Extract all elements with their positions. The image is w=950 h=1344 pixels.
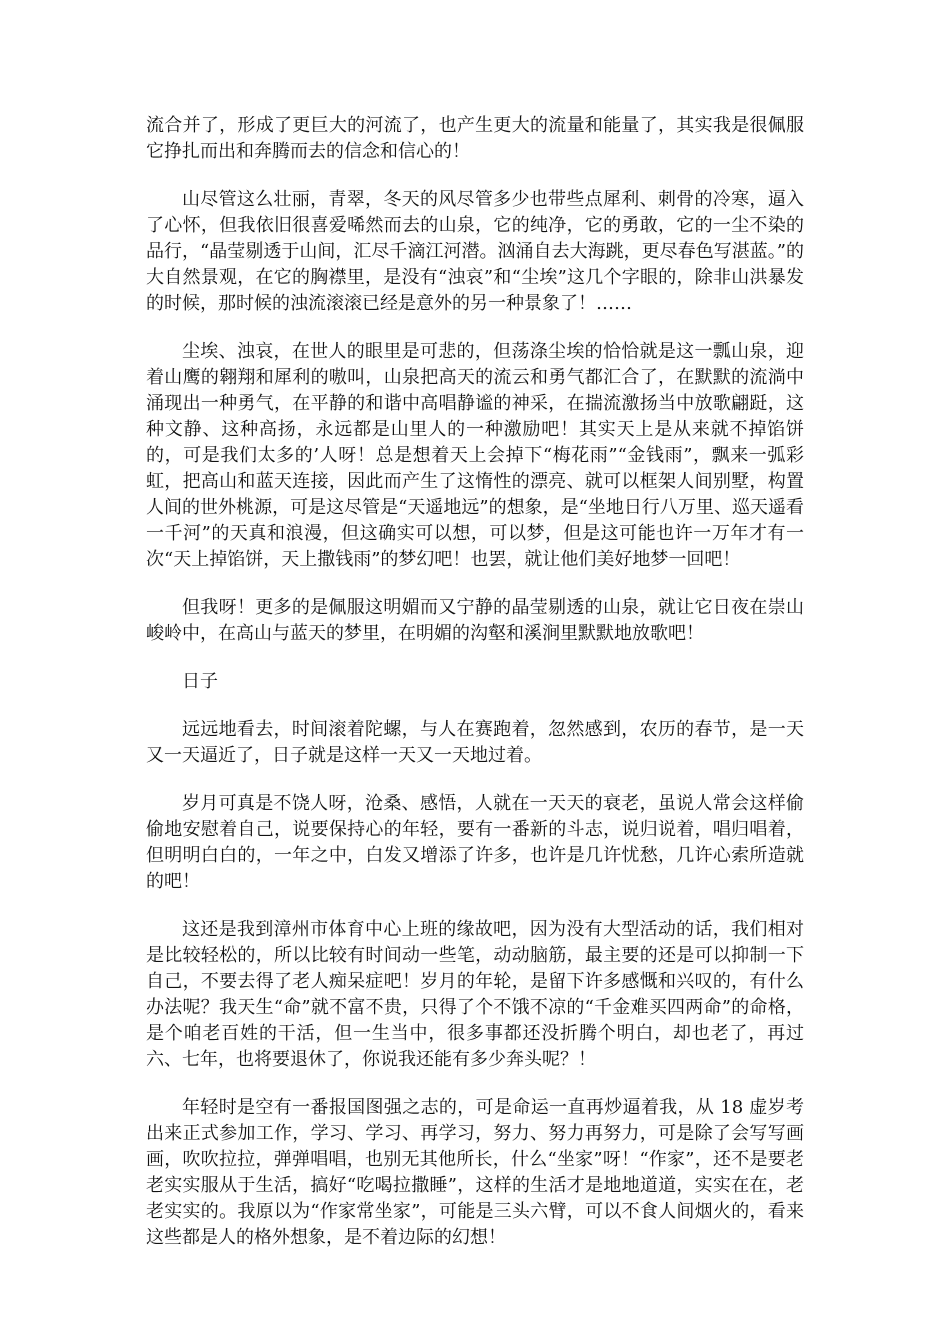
paragraph-dust-and-sorrow: 尘埃、浊哀，在世人的眼里是可悲的，但荡涤尘埃的恰恰就是这一瓢山泉，迎着山鹰的翱翔和犀利的嗷叫，山泉把高天的流云和勇气都汇合了，在默默的流淌中涌现出一种勇气，在平静的和谐中高唱静谧的神采，在揣流激扬当中放歌翩跹，这种文静、这种高扬，永远都是山里人的一种激励吧！其实天上是从来就不掉馅饼的，可是我们太多的’人呀！总是想着天上会掉下“梅花雨”“金钱雨”，飘来一弧彩虹，把高山和蓝天连接，因此而产生了这惰性的漂亮、就可以框架人间别墅，构置人间的世外桃源，可是这尽管是“天遥地远”的想象，是“坐地日行八万里、巡天遥看一千河”的天真和浪漫，但这确实可以想，可以梦，但是这可能也许一万年才有一次“天上掉馅饼，天上撒钱雨”的梦幻吧！也罢，就让他们美好地梦一回吧！ bbox=[146, 341, 804, 570]
paragraph-mountain-spring: 山尽管这么壮丽，青翠，冬天的风尽管多少也带些点犀利、刺骨的冷寒，逼入了心怀，但我依旧很喜爱唏然而去的山泉，它的纯净，它的勇敢，它的一尘不染的品行，“晶莹剔透于山间，汇尽千滴江河潜。汹涌自去大海跳，更尽春色写湛蓝。”的大自然景观，在它的胸襟里，是没有“浊哀”和“尘埃”这几个字眼的，除非山洪暴发的时候，那时候的浊流滚滚已经是意外的另一种景象了！…… bbox=[146, 189, 804, 314]
paragraph-continuation: 流合并了，形成了更巨大的河流了，也产生更大的流量和能量了，其实我是很佩服它挣扎而出和奔腾而去的信念和信心的！ bbox=[146, 115, 804, 162]
document-page bbox=[146, 113, 804, 1273]
paragraph-years-unforgiving: 岁月可真是不饶人呀，沧桑、感悟，人就在一天天的衰老，虽说人常会这样偷偷地安慰着自己，说要保持心的年轻，要有一番新的斗志，说归说着，唱归唱着，但明明白白的，一年之中，白发又增添了许多，也许是几许忧愁，几许心索所造就的吧！ bbox=[146, 793, 804, 892]
paragraph-time-spinning: 远远地看去，时间滚着陀螺，与人在赛跑着，忽然感到，农历的春节，是一天又一天逼近了，日子就是这样一天又一天地过着。 bbox=[146, 719, 804, 766]
section-title-days: 日子 bbox=[182, 671, 218, 692]
paragraph-youth-ambition: 年轻时是空有一番报国图强之志的，可是命运一直再炒逼着我，从 18 虚岁考出来正式参加工作，学习、学习、再学习，努力、努力再努力，可是除了会写写画画，吹吹拉拉，弹弹唱唱，也别无其他所长，什么“坐家”呀！“作家”，还不是要老老实实服从于生活，搞好“吃喝拉撒睡”，这样的生活才是地地道道，实实在在，老老实实的。我原以为“作家常坐家”，可能是三头六臂，可以不食人间烟火的，看来这些都是人的格外想象，是不着边际的幻想！ bbox=[146, 1097, 804, 1248]
paragraph-admire-spring: 但我呀！更多的是佩服这明媚而又宁静的晶莹剔透的山泉，就让它日夜在崇山峻岭中，在高山与蓝天的梦里，在明媚的沟壑和溪涧里默默地放歌吧！ bbox=[146, 597, 804, 644]
paragraph-sports-center-work: 这还是我到漳州市体育中心上班的缘故吧，因为没有大型活动的话，我们相对是比较轻松的，所以比较有时间动一些笔，动动脑筋，最主要的还是可以抑制一下自己，不要去得了老人痴呆症吧！岁月的年轮，是留下许多感慨和兴叹的，有什么办法呢？我天生“命”就不富不贵，只得了个不饿不凉的“千金难买四两命”的命格，是个咱老百姓的干活，但一生当中，很多事都还没折腾个明白，却也老了，再过六、七年，也将要退休了，你说我还能有多少奔头呢？！ bbox=[146, 919, 804, 1070]
